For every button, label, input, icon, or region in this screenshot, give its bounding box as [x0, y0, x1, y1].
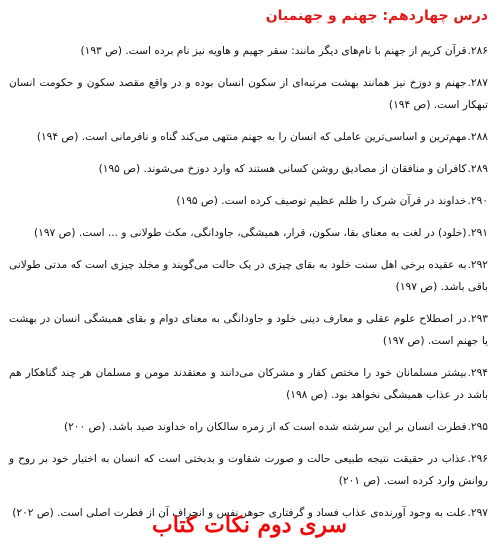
- list-item: [9, 190, 488, 212]
- list-item: [9, 222, 488, 244]
- item-text: علت به وجود آورنده‌ی عذاب فساد و گرفتاری جوهر نفس و انحراف آن از فطرت اصلی است. (ص ۲۰۲): [12, 507, 467, 519]
- list-item: [9, 158, 488, 180]
- list-item: [9, 126, 488, 148]
- item-text: در اصطلاح علوم عقلی و معارف دینی خلود و جاودانگی به معنای دوام و بقای همیشگی انسان در بهشت یا جهنم است. (ص ۱۹۷): [9, 313, 488, 347]
- item-text: فطرت انسان بر این سرشته شده است که از زمره سالکان راه خداوند صید باشد. (ص ۲۰۰): [63, 421, 467, 433]
- item-text: کافران و منافقان از مصادیق روشن کسانی هستند که وارد دوزخ می‌شوند. (ص ۱۹۵): [98, 163, 467, 175]
- notes-list: [9, 40, 488, 524]
- item-number: ۲۸۹.: [467, 163, 488, 175]
- item-text: قرآن کریم از جهنم با نام‌های دیگر مانند: سقر جهیم و هاویه نیز نام برده است. (ص ۱۹۳): [80, 45, 467, 57]
- item-text: عذاب در حقیقت نتیجه طبیعی حالت و صورت شقاوت و بدبختی است که انسان به اختیار خود بر روح و روانش وارد کرده است. (ص ۲۰۱): [9, 453, 488, 487]
- item-number: ۲۹۴.: [467, 367, 488, 379]
- item-text: مهم‌ترین و اساسی‌ترین عاملی که انسان را به جهنم منتهی می‌کند گناه و نافرمانی است. (ص ۱۹۴): [36, 131, 467, 143]
- item-text: به عقیده برخی اهل سنت خلود به بقای چیزی در یک حالت می‌گویند و مخلد چیزی است که مدتی طولانی باقی باشد. (ص ۱۹۷): [9, 259, 488, 293]
- item-text: خداوند در قرآن شرک را ظلم عظیم توصیف کرده است. (ص ۱۹۵): [176, 195, 467, 207]
- item-text: بیشتر مسلمانان خود را مختص کفار و مشرکان می‌دانند و معتقدند مومن و مسلمان هر چند گناهکار هم باشد در عذاب همیشگی نخواهد بود. (ص ۱۹۸): [9, 367, 488, 401]
- list-item: [9, 40, 488, 62]
- section-heading: سری دوم نکات کتاب: [151, 512, 348, 538]
- item-number: ۲۹۶.: [467, 453, 488, 465]
- list-item: [9, 254, 488, 298]
- item-text: (خلود) در لغت به معنای بقا، سکون، قرار، همیشگی، جاودانگی، مکث طولانی و ... است. (ص ۱۹۷): [34, 227, 467, 239]
- item-number: ۲۹۲.: [467, 259, 488, 271]
- list-item: [9, 72, 488, 116]
- item-number: ۲۹۰.: [467, 195, 488, 207]
- list-item: [9, 308, 488, 352]
- list-item: [9, 416, 488, 438]
- item-number: ۲۸۶.: [467, 45, 488, 57]
- item-number: ۲۹۵.: [467, 421, 488, 433]
- item-number: ۲۹۷.: [467, 507, 488, 519]
- item-number: ۲۸۸.: [467, 131, 488, 143]
- item-number: ۲۸۷.: [467, 77, 488, 89]
- list-item: [9, 448, 488, 492]
- item-number: ۲۹۱.: [467, 227, 488, 239]
- list-item: [9, 362, 488, 406]
- item-text: جهنم و دوزخ نیز همانند بهشت مرتبه‌ای از سکون انسان بوده و در واقع مقصد سکون و حکومت انسان تبهکار است. (ص ۱۹۴): [9, 77, 488, 111]
- item-number: ۲۹۳.: [467, 313, 488, 325]
- lesson-title: درس چهاردهم: جهنم و جهنمیان: [265, 8, 488, 24]
